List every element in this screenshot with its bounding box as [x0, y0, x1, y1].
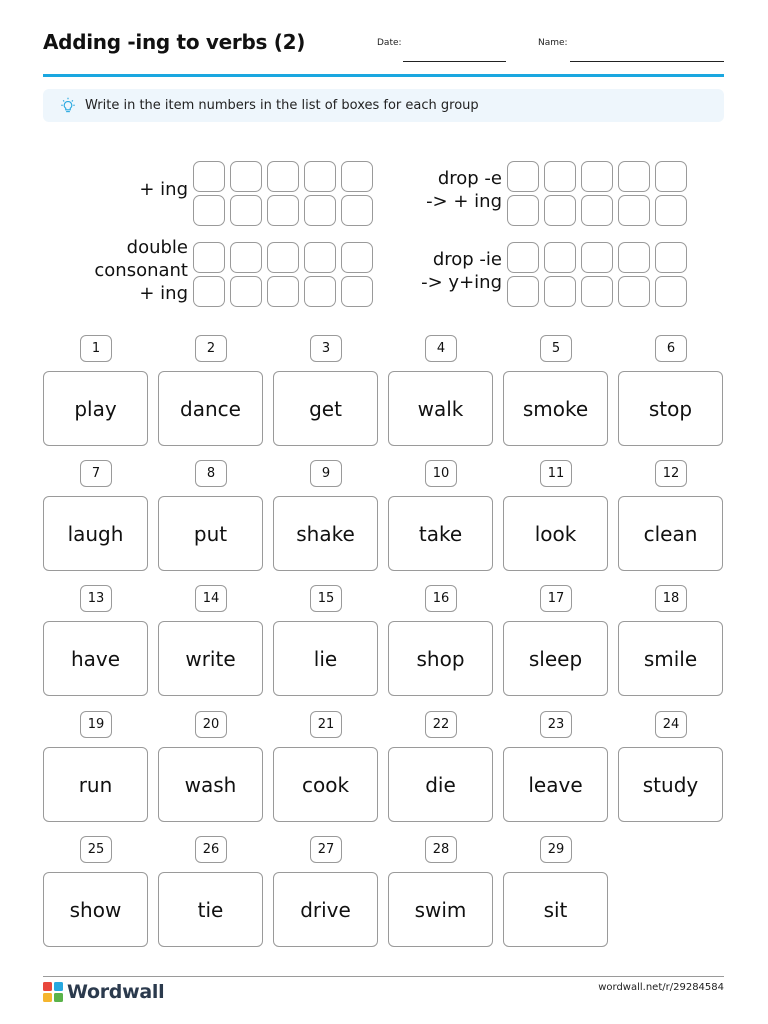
word-card: cook [273, 747, 378, 822]
word-card: wash [158, 747, 263, 822]
word-card: walk [388, 371, 493, 446]
word-card: sit [503, 872, 608, 947]
word-card: write [158, 621, 263, 696]
answer-box[interactable] [618, 161, 650, 192]
group-label-line: -> + ing [426, 191, 502, 212]
word-card: take [388, 496, 493, 571]
word-card: smoke [503, 371, 608, 446]
group-label-drop-ie [421, 248, 502, 294]
answer-box[interactable] [341, 195, 373, 226]
item-number-badge: 1 [80, 335, 112, 362]
word-card: tie [158, 872, 263, 947]
answer-box[interactable] [230, 195, 262, 226]
word-card: stop [618, 371, 723, 446]
item-number-badge: 27 [310, 836, 342, 863]
item-number-badge: 17 [540, 585, 572, 612]
answer-box[interactable] [341, 276, 373, 307]
item-number-badge: 28 [425, 836, 457, 863]
item-number-badge: 14 [195, 585, 227, 612]
word-card: shake [273, 496, 378, 571]
answer-grid-double-consonant [193, 242, 373, 307]
instruction-text: Write in the item numbers in the list of boxes for each group [85, 98, 479, 113]
answer-box[interactable] [581, 161, 613, 192]
wordwall-logo-icon [43, 982, 63, 1002]
word-card: look [503, 496, 608, 571]
item-number-badge: 3 [310, 335, 342, 362]
group-label-line: + ing [139, 283, 188, 304]
group-label-line: consonant [94, 260, 188, 281]
answer-grid-drop-ie [507, 242, 687, 307]
title-divider [43, 74, 724, 77]
answer-box[interactable] [581, 242, 613, 273]
answer-box[interactable] [267, 161, 299, 192]
item-number-badge: 6 [655, 335, 687, 362]
word-card: dance [158, 371, 263, 446]
answer-box[interactable] [193, 242, 225, 273]
word-card: have [43, 621, 148, 696]
word-card: lie [273, 621, 378, 696]
answer-box[interactable] [304, 161, 336, 192]
word-card: smile [618, 621, 723, 696]
item-number-badge: 2 [195, 335, 227, 362]
answer-box[interactable] [655, 161, 687, 192]
group-label-line: + ing [139, 179, 188, 200]
answer-box[interactable] [618, 242, 650, 273]
item-number-badge: 25 [80, 836, 112, 863]
item-number-badge: 9 [310, 460, 342, 487]
lightbulb-icon [59, 97, 77, 115]
answer-grid-add-ing [193, 161, 373, 226]
answer-box[interactable] [304, 195, 336, 226]
word-card: run [43, 747, 148, 822]
item-number-badge: 11 [540, 460, 572, 487]
answer-box[interactable] [230, 161, 262, 192]
item-number-badge: 7 [80, 460, 112, 487]
answer-box[interactable] [655, 195, 687, 226]
item-number-badge: 29 [540, 836, 572, 863]
answer-box[interactable] [341, 161, 373, 192]
item-number-badge: 13 [80, 585, 112, 612]
item-number-badge: 5 [540, 335, 572, 362]
item-number-badge: 22 [425, 711, 457, 738]
answer-box[interactable] [193, 276, 225, 307]
word-card: drive [273, 872, 378, 947]
group-label-add-ing [139, 178, 188, 201]
answer-box[interactable] [193, 161, 225, 192]
page-title: Adding -ing to verbs (2) [43, 30, 306, 54]
answer-box[interactable] [507, 161, 539, 192]
answer-box[interactable] [655, 242, 687, 273]
date-label: Date: [377, 38, 402, 48]
answer-box[interactable] [618, 195, 650, 226]
answer-box[interactable] [304, 276, 336, 307]
answer-box[interactable] [544, 195, 576, 226]
word-card: shop [388, 621, 493, 696]
word-card: get [273, 371, 378, 446]
item-number-badge: 24 [655, 711, 687, 738]
word-card: leave [503, 747, 608, 822]
item-number-badge: 23 [540, 711, 572, 738]
footer-divider [43, 976, 724, 977]
item-number-badge: 20 [195, 711, 227, 738]
group-label-line: -> y+ing [421, 272, 502, 293]
answer-box[interactable] [507, 276, 539, 307]
answer-box[interactable] [655, 276, 687, 307]
answer-box[interactable] [544, 276, 576, 307]
answer-box[interactable] [618, 276, 650, 307]
answer-box[interactable] [581, 195, 613, 226]
item-number-badge: 4 [425, 335, 457, 362]
item-number-badge: 16 [425, 585, 457, 612]
name-label: Name: [538, 38, 568, 48]
group-label-line: drop -e [437, 168, 502, 189]
answer-box[interactable] [304, 242, 336, 273]
group-label-line: drop -ie [432, 249, 502, 270]
item-number-badge: 26 [195, 836, 227, 863]
wordwall-logo [43, 981, 164, 1003]
item-number-badge: 12 [655, 460, 687, 487]
answer-box[interactable] [230, 276, 262, 307]
item-number-badge: 10 [425, 460, 457, 487]
word-card: die [388, 747, 493, 822]
date-field[interactable] [403, 61, 506, 62]
answer-box[interactable] [507, 195, 539, 226]
word-card: play [43, 371, 148, 446]
word-card: put [158, 496, 263, 571]
answer-box[interactable] [341, 242, 373, 273]
word-card: clean [618, 496, 723, 571]
group-label-double-consonant [94, 236, 188, 305]
word-card: sleep [503, 621, 608, 696]
word-card: show [43, 872, 148, 947]
item-number-badge: 19 [80, 711, 112, 738]
answer-box[interactable] [267, 276, 299, 307]
answer-box[interactable] [193, 195, 225, 226]
answer-box[interactable] [544, 242, 576, 273]
footer-url[interactable]: wordwall.net/r/29284584 [598, 982, 724, 993]
word-card: study [618, 747, 723, 822]
group-label-line: double [126, 237, 188, 258]
item-number-badge: 21 [310, 711, 342, 738]
answer-box[interactable] [267, 195, 299, 226]
logo-text: Wordwall [67, 981, 165, 1003]
answer-box[interactable] [267, 242, 299, 273]
answer-box[interactable] [544, 161, 576, 192]
answer-box[interactable] [230, 242, 262, 273]
answer-box[interactable] [507, 242, 539, 273]
item-number-badge: 18 [655, 585, 687, 612]
word-card: laugh [43, 496, 148, 571]
group-label-drop-e [426, 167, 502, 213]
name-field[interactable] [570, 61, 724, 62]
item-number-badge: 8 [195, 460, 227, 487]
answer-box[interactable] [581, 276, 613, 307]
instruction-banner [43, 89, 724, 122]
word-card: swim [388, 872, 493, 947]
item-number-badge: 15 [310, 585, 342, 612]
answer-grid-drop-e [507, 161, 687, 226]
